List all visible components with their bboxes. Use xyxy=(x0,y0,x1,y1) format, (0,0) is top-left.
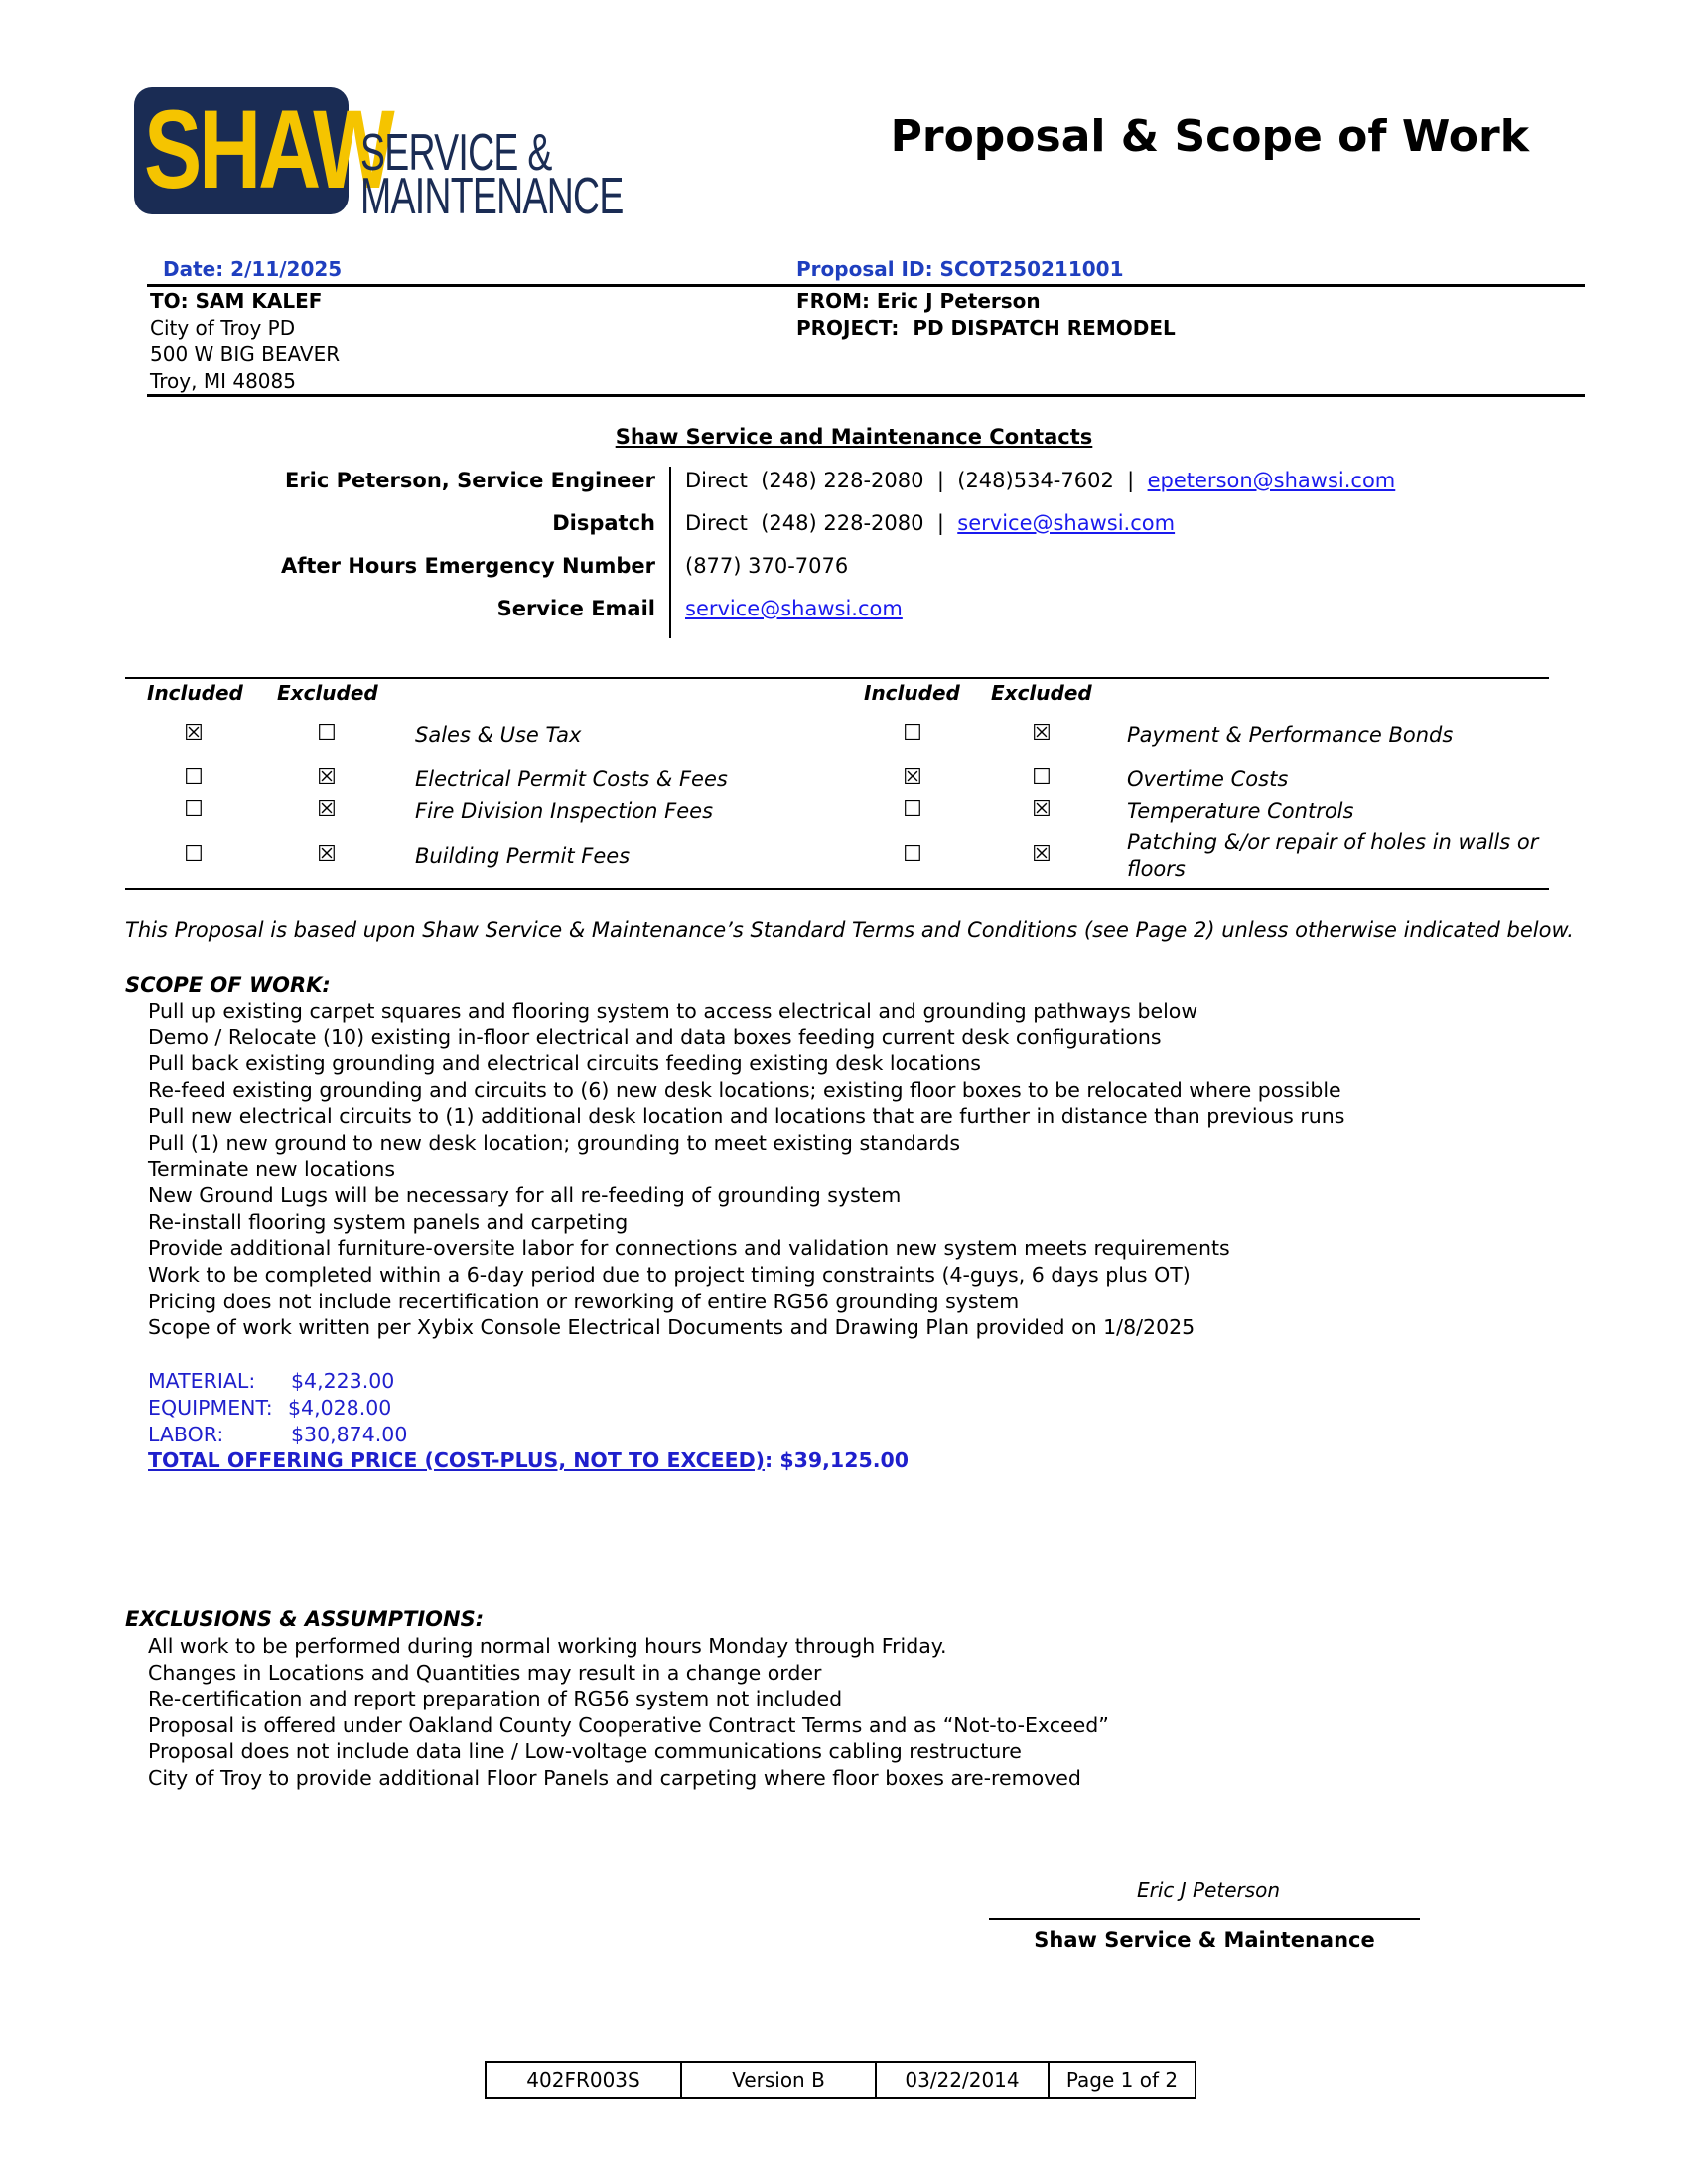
footer-version: Version B xyxy=(681,2062,876,2098)
contacts-title: Shaw Service and Maintenance Contacts xyxy=(615,425,1093,449)
checked-box-icon: ☒ xyxy=(1032,721,1052,746)
unchecked-box-icon: ☐ xyxy=(903,721,922,746)
email-link-engineer[interactable]: epeterson@shawsi.com xyxy=(1147,469,1396,492)
email-link-dispatch[interactable]: service@shawsi.com xyxy=(957,511,1176,535)
unchecked-box-icon: ☐ xyxy=(184,842,204,867)
contact-value-dispatch xyxy=(685,511,1175,535)
included-header-right: Included xyxy=(864,681,960,705)
logo-line-2: MAINTENANCE xyxy=(360,168,624,225)
scope-item: Work to be completed within a 6-day period due to project timing constraints (4-guys, 6 days plus OT) xyxy=(148,1262,1191,1287)
material-label: MATERIAL: xyxy=(148,1369,256,1393)
checklist-item-right: Payment & Performance Bonds xyxy=(1127,723,1454,747)
checked-box-icon: ☒ xyxy=(317,842,337,867)
excluded-header-right: Excluded xyxy=(991,681,1092,705)
document-title: Proposal & Scope of Work xyxy=(890,111,1529,162)
to-line-1: City of Troy PD xyxy=(150,316,296,340)
contacts-divider xyxy=(669,467,671,638)
project-name: PROJECT: PD DISPATCH REMODEL xyxy=(796,316,1176,340)
unchecked-box-icon: ☐ xyxy=(1032,765,1052,790)
checklist-rule-top xyxy=(125,677,1549,679)
exclusion-item: Changes in Locations and Quantities may result in a change order xyxy=(148,1660,822,1685)
contact-phone-engineer: Direct (248) 228-2080 | (248)534-7602 | xyxy=(685,469,1148,492)
exclusion-item: All work to be performed during normal working hours Monday through Friday. xyxy=(148,1634,947,1658)
footer-page: Page 1 of 2 xyxy=(1049,2062,1196,2098)
unchecked-box-icon: ☐ xyxy=(184,797,204,822)
exclusion-item: Proposal is offered under Oakland County Cooperative Contract Terms and as “Not-to-Exceed” xyxy=(148,1712,1109,1737)
total-label: TOTAL OFFERING PRICE (COST-PLUS, NOT TO EXCEED) xyxy=(148,1448,766,1472)
company-logo xyxy=(134,87,624,225)
checklist-item-left: Building Permit Fees xyxy=(415,844,631,868)
checklist-item-right-cont: floors xyxy=(1127,857,1186,881)
labor-label: LABOR: xyxy=(148,1423,224,1446)
scope-item: Pricing does not include recertification or reworking of entire RG56 grounding system xyxy=(148,1289,1020,1313)
equipment-price: $4,028.00 xyxy=(288,1396,392,1420)
exclusions-heading: EXCLUSIONS & ASSUMPTIONS: xyxy=(125,1607,485,1631)
scope-item: Pull up existing carpet squares and flooring system to access electrical and grounding pathways below xyxy=(148,999,1198,1023)
terms-note: This Proposal is based upon Shaw Service & Maintenance’s Standard Terms and Conditions (see Page 2) unless otherwise indicated below. xyxy=(125,918,1574,942)
form-footer-table xyxy=(485,2061,1196,2099)
checked-box-icon: ☒ xyxy=(903,765,922,790)
checklist-item-left: Electrical Permit Costs & Fees xyxy=(415,767,728,791)
scope-item: Re-install flooring system panels and carpeting xyxy=(148,1209,629,1234)
checked-box-icon: ☒ xyxy=(1032,842,1052,867)
logo-badge xyxy=(134,87,392,214)
checked-box-icon: ☒ xyxy=(184,721,204,746)
unchecked-box-icon: ☐ xyxy=(903,797,922,822)
signature-name: Eric J Peterson xyxy=(1137,1878,1281,1902)
scope-item: Terminate new locations xyxy=(148,1157,396,1181)
contact-value-engineer xyxy=(685,469,1395,492)
checklist-item-right: Temperature Controls xyxy=(1127,799,1354,823)
footer-form-number: 402FR003S xyxy=(486,2062,681,2098)
included-header-left: Included xyxy=(147,681,243,705)
checklist-item-left: Sales & Use Tax xyxy=(415,723,582,747)
logo-brand: SHAW xyxy=(144,87,392,211)
scope-item: Scope of work written per Xybix Console Electrical Documents and Drawing Plan provided on 1/8/2025 xyxy=(148,1315,1196,1340)
signature-line xyxy=(989,1918,1420,1920)
to-line-3: Troy, MI 48085 xyxy=(150,369,296,393)
labor-price: $30,874.00 xyxy=(291,1423,408,1446)
contact-phone-dispatch: Direct (248) 228-2080 | xyxy=(685,511,958,535)
exclusion-item: Proposal does not include data line / Low-voltage communications cabling restructure xyxy=(148,1739,1022,1764)
checked-box-icon: ☒ xyxy=(317,797,337,822)
to-recipient: TO: SAM KALEF xyxy=(150,289,323,313)
from-sender: FROM: Eric J Peterson xyxy=(796,289,1041,313)
contact-value-after-hours: (877) 370-7076 xyxy=(685,554,849,578)
header-rule-bottom xyxy=(147,394,1585,397)
total-price: : $39,125.00 xyxy=(765,1448,910,1472)
exclusion-item: Re-certification and report preparation of RG56 system not included xyxy=(148,1687,843,1711)
scope-heading: SCOPE OF WORK: xyxy=(125,973,331,997)
unchecked-box-icon: ☐ xyxy=(317,721,337,746)
scope-item: Pull new electrical circuits to (1) additional desk location and locations that are further in distance than previous runs xyxy=(148,1104,1345,1129)
proposal-date: Date: 2/11/2025 xyxy=(163,257,343,281)
scope-item: Provide additional furniture-oversite labor for connections and validation new system meets requirements xyxy=(148,1236,1230,1261)
equipment-label: EQUIPMENT: xyxy=(148,1396,273,1420)
checklist-item-right: Overtime Costs xyxy=(1127,767,1289,791)
scope-item: New Ground Lugs will be necessary for all re-feeding of grounding system xyxy=(148,1183,902,1208)
to-line-2: 500 W BIG BEAVER xyxy=(150,342,341,366)
checked-box-icon: ☒ xyxy=(1032,797,1052,822)
checklist-item-left: Fire Division Inspection Fees xyxy=(415,799,714,823)
logo-line-1: SERVICE & xyxy=(360,124,552,182)
email-link-service[interactable]: service@shawsi.com xyxy=(685,597,903,620)
scope-item: Demo / Relocate (10) existing in-floor electrical and data boxes feeding current desk configurations xyxy=(148,1024,1162,1049)
proposal-id: Proposal ID: SCOT250211001 xyxy=(796,257,1124,281)
material-price: $4,223.00 xyxy=(291,1369,395,1393)
signature-company: Shaw Service & Maintenance xyxy=(1034,1928,1375,1952)
exclusions-list xyxy=(148,1633,1109,1792)
checked-box-icon: ☒ xyxy=(317,765,337,790)
scope-list xyxy=(148,998,1344,1341)
excluded-header-left: Excluded xyxy=(277,681,378,705)
exclusion-item: City of Troy to provide additional Floor Panels and carpeting where floor boxes are-removed xyxy=(148,1765,1081,1790)
contact-label-service-email: Service Email xyxy=(496,597,655,620)
total-price-line xyxy=(148,1447,909,1474)
unchecked-box-icon: ☐ xyxy=(184,765,204,790)
scope-item: Pull (1) new ground to new desk location; grounding to meet existing standards xyxy=(148,1130,961,1155)
checklist-item-right: Patching &/or repair of holes in walls or xyxy=(1127,830,1539,854)
contact-label-engineer: Eric Peterson, Service Engineer xyxy=(284,469,655,492)
footer-date: 03/22/2014 xyxy=(876,2062,1049,2098)
scope-item: Pull back existing grounding and electrical circuits feeding existing desk locations xyxy=(148,1051,981,1076)
header-rule-top xyxy=(147,284,1585,287)
unchecked-box-icon: ☐ xyxy=(903,842,922,867)
contact-label-dispatch: Dispatch xyxy=(552,511,655,535)
contact-value-service-email xyxy=(685,597,903,620)
checklist-rule-bottom xyxy=(125,888,1549,890)
contact-label-after-hours: After Hours Emergency Number xyxy=(281,554,655,578)
scope-item: Re-feed existing grounding and circuits to (6) new desk locations; existing floor boxes to be relocated where possible xyxy=(148,1077,1341,1102)
